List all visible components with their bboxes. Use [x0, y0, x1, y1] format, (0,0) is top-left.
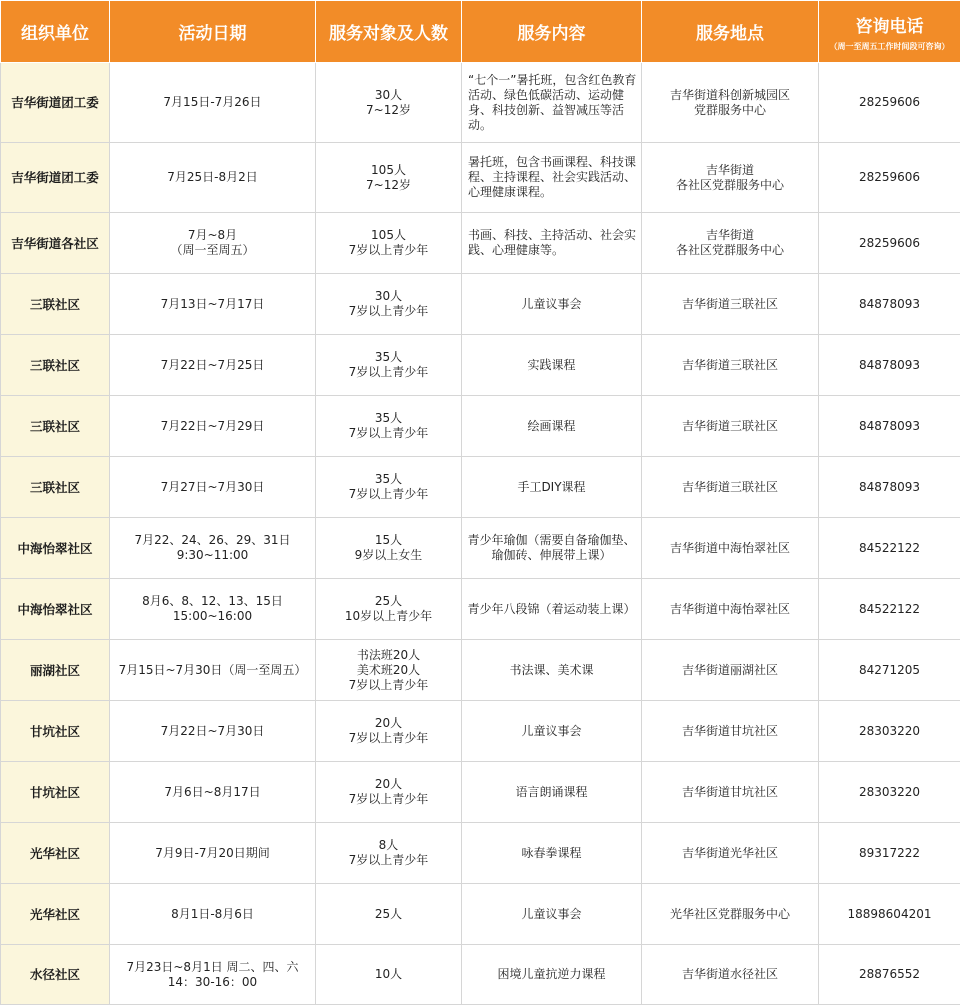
- target-line: 35人: [374, 411, 403, 425]
- cell-phone: 84878093: [819, 274, 960, 335]
- cell-date: [110, 640, 316, 701]
- header-phone: [819, 1, 960, 63]
- cell-date: [110, 762, 316, 823]
- cell-place: [642, 213, 819, 274]
- target-line: 30人: [374, 289, 403, 303]
- cell-content: [462, 823, 642, 884]
- header-phone-note: （周一至周五工作时间段可咨询）: [829, 41, 950, 51]
- cell-org: 甘坑社区: [1, 762, 110, 823]
- content-text: 青少年瑜伽（需要自备瑜伽垫、瑜伽砖、伸展带上课）: [467, 533, 636, 562]
- cell-place: [642, 143, 819, 213]
- cell-date: [110, 579, 316, 640]
- table-row: [1, 274, 960, 335]
- header-content: 服务内容: [462, 1, 642, 63]
- place-line: 吉华街道: [705, 228, 754, 242]
- cell-content: [462, 396, 642, 457]
- target-line: 7岁以上青少年: [348, 243, 429, 257]
- cell-org: 吉华街道各社区: [1, 213, 110, 274]
- cell-target: [316, 335, 462, 396]
- date-line: 7月22日~7月30日: [160, 723, 265, 738]
- table-row: [1, 335, 960, 396]
- date-line: 7月~8月: [187, 228, 238, 242]
- cell-org: 甘坑社区: [1, 701, 110, 762]
- date-line: 8月6、8、12、13、15日: [142, 594, 283, 608]
- cell-date: [110, 63, 316, 143]
- cell-place: [642, 274, 819, 335]
- cell-phone: 28259606: [819, 213, 960, 274]
- date-line: 7月6日~8月17日: [164, 784, 261, 799]
- cell-org: 光华社区: [1, 823, 110, 884]
- cell-date: [110, 945, 316, 1005]
- target-line: 7岁以上青少年: [348, 365, 429, 379]
- place-line: 吉华街道: [705, 162, 754, 177]
- target-line: 7~12岁: [366, 102, 411, 117]
- content-text: 儿童议事会: [521, 906, 582, 921]
- cell-place: [642, 640, 819, 701]
- cell-date: [110, 701, 316, 762]
- date-line: 14：30-16：00: [167, 974, 258, 989]
- cell-place: [642, 579, 819, 640]
- cell-target: [316, 762, 462, 823]
- place-line: 光华社区党群服务中心: [669, 906, 790, 921]
- cell-content: [462, 274, 642, 335]
- cell-phone: 84522122: [819, 518, 960, 579]
- cell-place: [642, 335, 819, 396]
- cell-target: [316, 274, 462, 335]
- header-row: [1, 1, 960, 63]
- content-text: 青少年八段锦（着运动装上课）: [467, 601, 636, 616]
- date-line: 7月22、24、26、29、31日: [134, 533, 291, 547]
- place-line: 各社区党群服务中心: [675, 243, 784, 257]
- cell-phone: 28303220: [819, 701, 960, 762]
- table-row: [1, 457, 960, 518]
- date-line: 7月22日~7月25日: [160, 357, 265, 372]
- cell-content: [462, 640, 642, 701]
- cell-content: [462, 518, 642, 579]
- date-line: （周一至周五）: [170, 243, 255, 257]
- target-line: 7岁以上青少年: [348, 487, 429, 501]
- target-line: 书法班20人: [356, 647, 421, 662]
- date-line: 7月23日~8月1日 周二、四、六: [126, 959, 299, 974]
- content-text: 困境儿童抗逆力课程: [497, 967, 606, 981]
- cell-org: 中海怡翠社区: [1, 579, 110, 640]
- target-line: 7岁以上青少年: [348, 792, 429, 806]
- cell-date: [110, 884, 316, 945]
- place-line: 吉华街道甘坑社区: [681, 784, 778, 799]
- cell-content: [462, 63, 642, 143]
- place-line: 各社区党群服务中心: [675, 177, 784, 192]
- cell-phone: 28259606: [819, 143, 960, 213]
- place-line: 吉华街道中海怡翠社区: [669, 540, 790, 555]
- cell-org: 三联社区: [1, 396, 110, 457]
- cell-target: [316, 518, 462, 579]
- cell-phone: 28259606: [819, 63, 960, 143]
- cell-phone: 18898604201: [819, 884, 960, 945]
- cell-target: [316, 457, 462, 518]
- date-line: 8月1日-8月6日: [171, 906, 254, 921]
- target-line: 9岁以上女生: [354, 548, 423, 562]
- content-text: 手工DIY课程: [517, 479, 586, 494]
- cell-phone: 89317222: [819, 823, 960, 884]
- target-line: 25人: [374, 594, 403, 608]
- cell-org: 光华社区: [1, 884, 110, 945]
- cell-place: [642, 457, 819, 518]
- place-line: 吉华街道中海怡翠社区: [669, 601, 790, 616]
- cell-content: [462, 457, 642, 518]
- content-text: 语言朗诵课程: [515, 784, 588, 799]
- date-line: 7月15日~7月30日（周一至周五）: [118, 662, 307, 677]
- cell-target: [316, 143, 462, 213]
- cell-org: 吉华街道团工委: [1, 143, 110, 213]
- header-place: 服务地点: [642, 1, 819, 63]
- cell-content: [462, 945, 642, 1005]
- cell-date: [110, 396, 316, 457]
- cell-place: [642, 63, 819, 143]
- cell-date: [110, 213, 316, 274]
- cell-phone: 84878093: [819, 335, 960, 396]
- content-text: 书画、科技、主持活动、社会实践、心理健康等。: [468, 228, 637, 257]
- content-text: 儿童议事会: [521, 296, 582, 311]
- header-target: 服务对象及人数: [316, 1, 462, 63]
- cell-phone: 84878093: [819, 457, 960, 518]
- cell-place: [642, 884, 819, 945]
- place-line: 党群服务中心: [693, 102, 766, 117]
- cell-date: [110, 274, 316, 335]
- target-line: 7岁以上青少年: [348, 304, 429, 318]
- cell-target: [316, 213, 462, 274]
- cell-content: [462, 143, 642, 213]
- cell-target: [316, 823, 462, 884]
- cell-phone: 28303220: [819, 762, 960, 823]
- target-line: 105人: [371, 228, 406, 242]
- cell-org: 三联社区: [1, 274, 110, 335]
- cell-place: [642, 396, 819, 457]
- cell-content: [462, 762, 642, 823]
- header-phone-label: 咨询电话: [855, 17, 924, 37]
- cell-phone: 84878093: [819, 396, 960, 457]
- cell-target: [316, 945, 462, 1005]
- table-body: [1, 63, 960, 1005]
- cell-target: [316, 884, 462, 945]
- target-line: 7~12岁: [366, 177, 411, 192]
- cell-org: 水径社区: [1, 945, 110, 1005]
- table-row: [1, 823, 960, 884]
- cell-target: [316, 63, 462, 143]
- date-line: 9:30~11:00: [176, 548, 249, 562]
- date-line: 7月13日~7月17日: [160, 296, 265, 311]
- cell-date: [110, 518, 316, 579]
- cell-place: [642, 762, 819, 823]
- table-row: [1, 579, 960, 640]
- target-line: 105人: [371, 162, 406, 177]
- target-line: 20人: [374, 716, 403, 730]
- date-line: 7月15日-7月26日: [163, 95, 262, 109]
- cell-org: 三联社区: [1, 457, 110, 518]
- date-line: 7月27日~7月30日: [160, 479, 265, 494]
- cell-place: [642, 701, 819, 762]
- cell-org: 吉华街道团工委: [1, 63, 110, 143]
- cell-phone: 28876552: [819, 945, 960, 1005]
- target-line: 10人: [374, 967, 403, 981]
- cell-date: [110, 823, 316, 884]
- date-line: 7月25日-8月2日: [167, 170, 258, 184]
- cell-place: [642, 518, 819, 579]
- content-text: 儿童议事会: [521, 723, 582, 738]
- table-row: [1, 396, 960, 457]
- table-row: [1, 640, 960, 701]
- header-org: 组织单位: [1, 1, 110, 63]
- cell-target: [316, 579, 462, 640]
- cell-content: [462, 335, 642, 396]
- date-line: 15:00~16:00: [172, 609, 253, 623]
- place-line: 吉华街道三联社区: [681, 296, 778, 311]
- content-text: 暑托班，包含书画课程、科技课程、主持课程、社会实践活动、心理健康课程。: [468, 155, 637, 199]
- date-line: 7月9日-7月20日期间: [155, 845, 270, 860]
- target-line: 7岁以上青少年: [348, 677, 429, 692]
- target-line: 15人: [374, 533, 403, 547]
- target-line: 7岁以上青少年: [348, 731, 429, 745]
- table-row: [1, 701, 960, 762]
- target-line: 25人: [374, 906, 403, 921]
- table-row: [1, 213, 960, 274]
- cell-org: 丽湖社区: [1, 640, 110, 701]
- cell-target: [316, 701, 462, 762]
- cell-org: 中海怡翠社区: [1, 518, 110, 579]
- target-line: 7岁以上青少年: [348, 426, 429, 440]
- cell-place: [642, 945, 819, 1005]
- cell-date: [110, 335, 316, 396]
- target-line: 美术班20人: [356, 662, 421, 677]
- table-row: [1, 518, 960, 579]
- place-line: 吉华街道光华社区: [681, 845, 778, 860]
- cell-phone: 84522122: [819, 579, 960, 640]
- header-date: 活动日期: [110, 1, 316, 63]
- table-row: [1, 884, 960, 945]
- cell-target: [316, 396, 462, 457]
- cell-place: [642, 823, 819, 884]
- content-text: 绘画课程: [527, 418, 576, 433]
- table-row: [1, 143, 960, 213]
- content-text: 实践课程: [527, 357, 576, 372]
- cell-content: [462, 213, 642, 274]
- content-text: 书法课、美术课: [509, 662, 594, 677]
- place-line: 吉华街道三联社区: [681, 418, 778, 433]
- place-line: 吉华街道科创新城园区: [669, 87, 790, 102]
- cell-target: [316, 640, 462, 701]
- target-line: 30人: [374, 87, 403, 102]
- cell-content: [462, 884, 642, 945]
- target-line: 10岁以上青少年: [344, 609, 433, 623]
- place-line: 吉华街道三联社区: [681, 479, 778, 494]
- target-line: 7岁以上青少年: [348, 853, 429, 867]
- table-row: [1, 762, 960, 823]
- cell-date: [110, 143, 316, 213]
- target-line: 35人: [374, 472, 403, 486]
- cell-org: 三联社区: [1, 335, 110, 396]
- cell-date: [110, 457, 316, 518]
- target-line: 8人: [378, 838, 399, 852]
- cell-phone: 84271205: [819, 640, 960, 701]
- place-line: 吉华街道甘坑社区: [681, 723, 778, 738]
- date-line: 7月22日~7月29日: [160, 418, 265, 433]
- target-line: 35人: [374, 350, 403, 364]
- place-line: 吉华街道水径社区: [681, 967, 778, 981]
- cell-content: [462, 579, 642, 640]
- place-line: 吉华街道丽湖社区: [681, 662, 778, 677]
- target-line: 20人: [374, 777, 403, 791]
- content-text: 咏春拳课程: [521, 845, 582, 860]
- cell-content: [462, 701, 642, 762]
- table-row: [1, 945, 960, 1005]
- table-row: [1, 63, 960, 143]
- content-text: “七个一”暑托班，包含红色教育活动、绿色低碳活动、运动健身、科技创新、益智减压等活动。: [468, 72, 637, 132]
- place-line: 吉华街道三联社区: [681, 357, 778, 372]
